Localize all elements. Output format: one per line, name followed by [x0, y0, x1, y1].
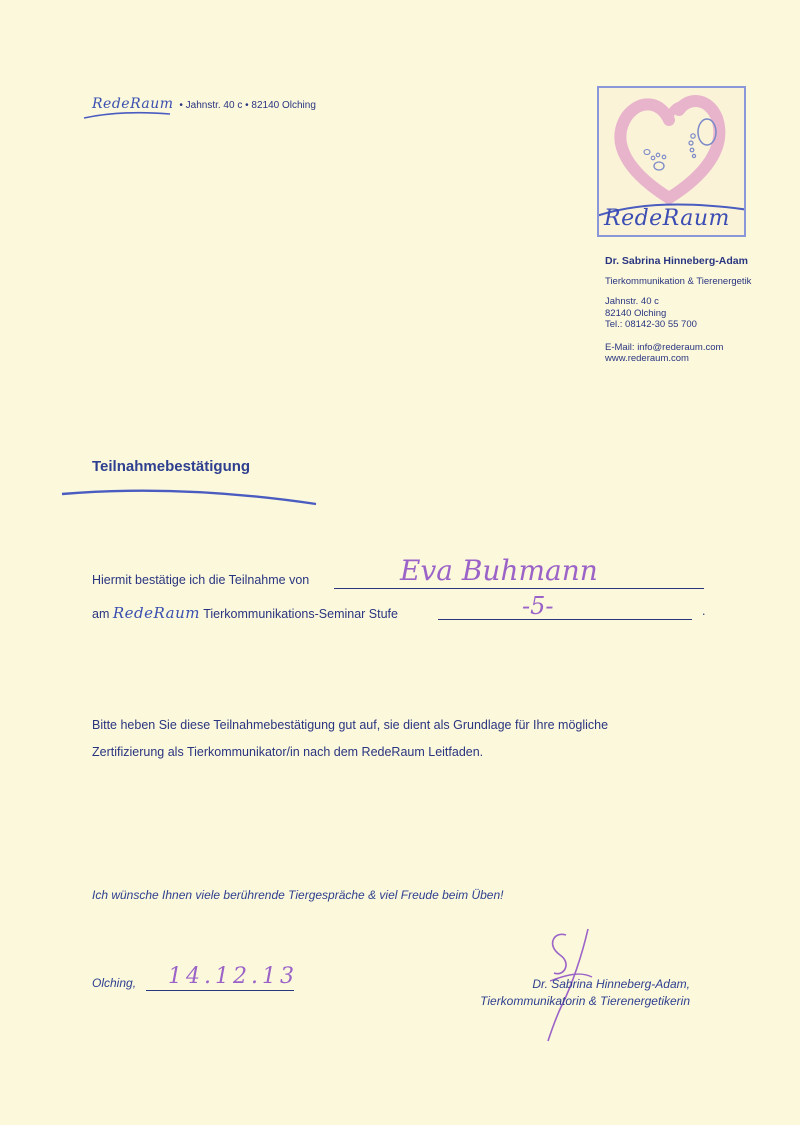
participant-name: Eva Buhmann	[400, 554, 598, 587]
contact-email: E-Mail: info@rederaum.com	[605, 341, 724, 353]
contact-phone: Tel.: 08142-30 55 700	[605, 319, 697, 330]
certificate-line1-text: Hiermit bestätige ich die Teilnahme von	[92, 573, 310, 587]
closing-wish: Ich wünsche Ihnen viele berührende Tiergespräche & viel Freude beim Üben!	[92, 888, 504, 902]
contact-street: Jahnstr. 40 c	[605, 296, 659, 307]
line2-brand: RedeRaum	[112, 604, 200, 622]
signature-block	[450, 976, 690, 1010]
seminar-level: -5-	[522, 592, 554, 620]
signer-role: Tierkommunikatorin & Tierenergetikerin	[480, 994, 690, 1008]
line2-end: .	[702, 604, 706, 618]
title-swoosh-decoration	[60, 486, 320, 508]
line2-prefix: am	[92, 607, 110, 621]
contact-city: 82140 Olching	[605, 307, 667, 319]
date-line	[146, 990, 294, 991]
header-brand: RedeRaum	[92, 96, 174, 112]
info-paragraph	[92, 712, 608, 766]
header-address: • Jahnstr. 40 c • 82140 Olching	[179, 100, 316, 111]
contact-web: www.rederaum.com	[605, 353, 689, 364]
header-swoosh-decoration	[82, 108, 172, 120]
contact-subtitle: Tierkommunikation & Tierenergetik	[605, 275, 752, 287]
footer-place: Olching,	[92, 976, 137, 990]
contact-name: Dr. Sabrina Hinneberg-Adam	[605, 255, 748, 267]
logo-wordmark: RedeRaum	[604, 206, 730, 231]
handwritten-date: 14.12.13	[168, 964, 298, 989]
signer-name: Dr. Sabrina Hinneberg-Adam,	[532, 977, 690, 991]
participant-name-line	[334, 588, 704, 589]
line2-text: Tierkommunikations-Seminar Stufe	[203, 607, 398, 621]
paragraph-line2: Zertifizierung als Tierkommunikator/in nach dem RedeRaum Leitfaden.	[92, 745, 484, 759]
contact-block	[605, 256, 751, 365]
level-line	[438, 619, 692, 620]
document-title: Teilnahmebestätigung	[92, 458, 251, 475]
certificate-line2	[92, 604, 398, 622]
paragraph-line1: Bitte heben Sie diese Teilnahmebestätigung gut auf, sie dient als Grundlage für Ihre mögliche	[92, 718, 609, 732]
